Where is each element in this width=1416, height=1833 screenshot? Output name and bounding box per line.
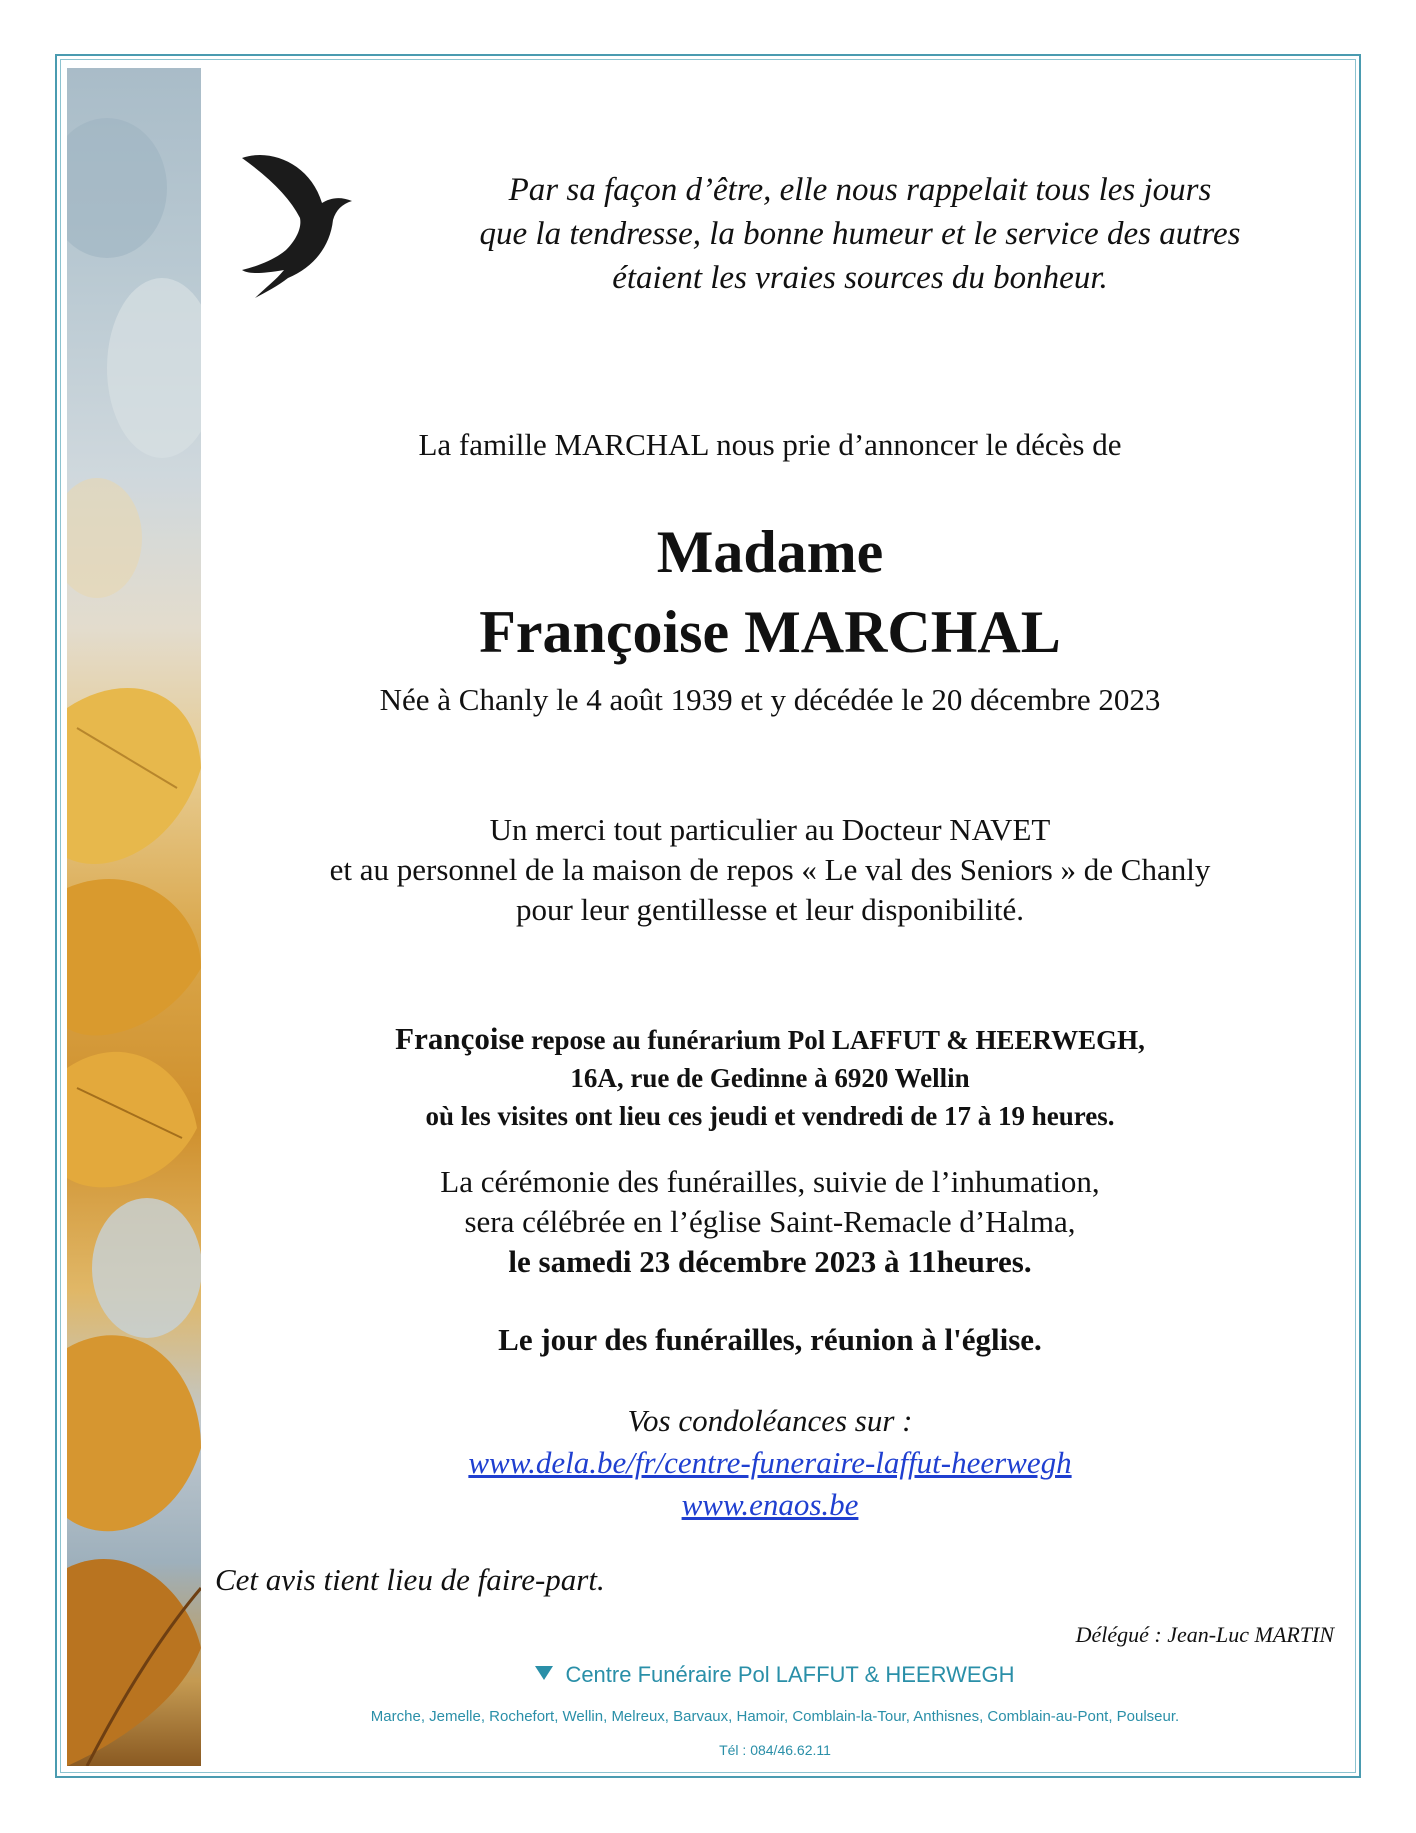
notice-text: Cet avis tient lieu de faire-part.: [215, 1562, 605, 1597]
footer-places: Marche, Jemelle, Rochefort, Wellin, Melreux, Barvaux, Hamoir, Comblain-la-Tour, Anthisnes, Comblain-au-Pont, Poulseur.: [370, 1708, 1180, 1725]
swallow-icon: [240, 138, 365, 298]
deceased-title: Madame: [656, 519, 884, 585]
visitation-line-1: [240, 1020, 1300, 1059]
visitation-hours: où les visites ont lieu ces jeudi et vendredi de 17 à 19 heures.: [425, 1101, 1115, 1131]
triangle-down-icon: [535, 1666, 553, 1680]
ceremony-line-2: sera célébrée en l’église Saint-Remacle d’Halma,: [464, 1204, 1076, 1239]
ceremony-paragraph: [240, 1162, 1300, 1282]
thanks-line-2: et au personnel de la maison de repos « Le val des Seniors » de Chanly: [329, 852, 1211, 887]
autumn-leaves-image: [67, 68, 201, 1766]
thanks-paragraph: [240, 810, 1300, 930]
condolences-block: [240, 1400, 1300, 1526]
deceased-first-name: Françoise: [395, 1021, 525, 1056]
quote-line-2: que la tendresse, la bonne humeur et le service des autres: [479, 216, 1241, 252]
deceased-name-block: [240, 512, 1300, 672]
quote-line-1: Par sa façon d’être, elle nous rappelait tous les jours: [508, 172, 1212, 208]
footer-company-name: Centre Funéraire Pol LAFFUT & HEERWEGH: [565, 1662, 1015, 1687]
enaos-link[interactable]: www.enaos.be: [681, 1487, 859, 1522]
thanks-line-3: pour leur gentillesse et leur disponibilité.: [516, 892, 1024, 927]
ceremony-line-1: La cérémonie des funérailles, suivie de l’inhumation,: [440, 1164, 1100, 1199]
birth-death-line: Née à Chanly le 4 août 1939 et y décédée le 20 décembre 2023: [379, 682, 1161, 717]
delegate-text: Délégué : Jean-Luc MARTIN: [1075, 1622, 1334, 1647]
condolences-label: Vos condoléances sur :: [627, 1403, 913, 1438]
memorial-quote: [420, 168, 1300, 300]
visitation-paragraph: [240, 1020, 1300, 1135]
ceremony-date: le samedi 23 décembre 2023 à 11heures.: [508, 1244, 1032, 1279]
dela-link[interactable]: www.dela.be/fr/centre-funeraire-laffut-heerwegh: [468, 1445, 1072, 1480]
footer-company: [210, 1660, 1340, 1690]
visitation-location: repose au funérarium Pol LAFFUT & HEERWEGH,: [524, 1025, 1145, 1055]
announcement-intro: La famille MARCHAL nous prie d’annoncer le décès de: [418, 427, 1122, 462]
meeting-note: Le jour des funérailles, réunion à l'église.: [498, 1322, 1042, 1357]
deceased-name: Françoise MARCHAL: [479, 599, 1061, 665]
visitation-address: 16A, rue de Gedinne à 6920 Wellin: [570, 1063, 970, 1093]
footer-telephone: Tél : 084/46.62.11: [719, 1742, 831, 1758]
quote-line-3: étaient les vraies sources du bonheur.: [612, 260, 1108, 296]
thanks-line-1: Un merci tout particulier au Docteur NAVET: [489, 812, 1051, 847]
